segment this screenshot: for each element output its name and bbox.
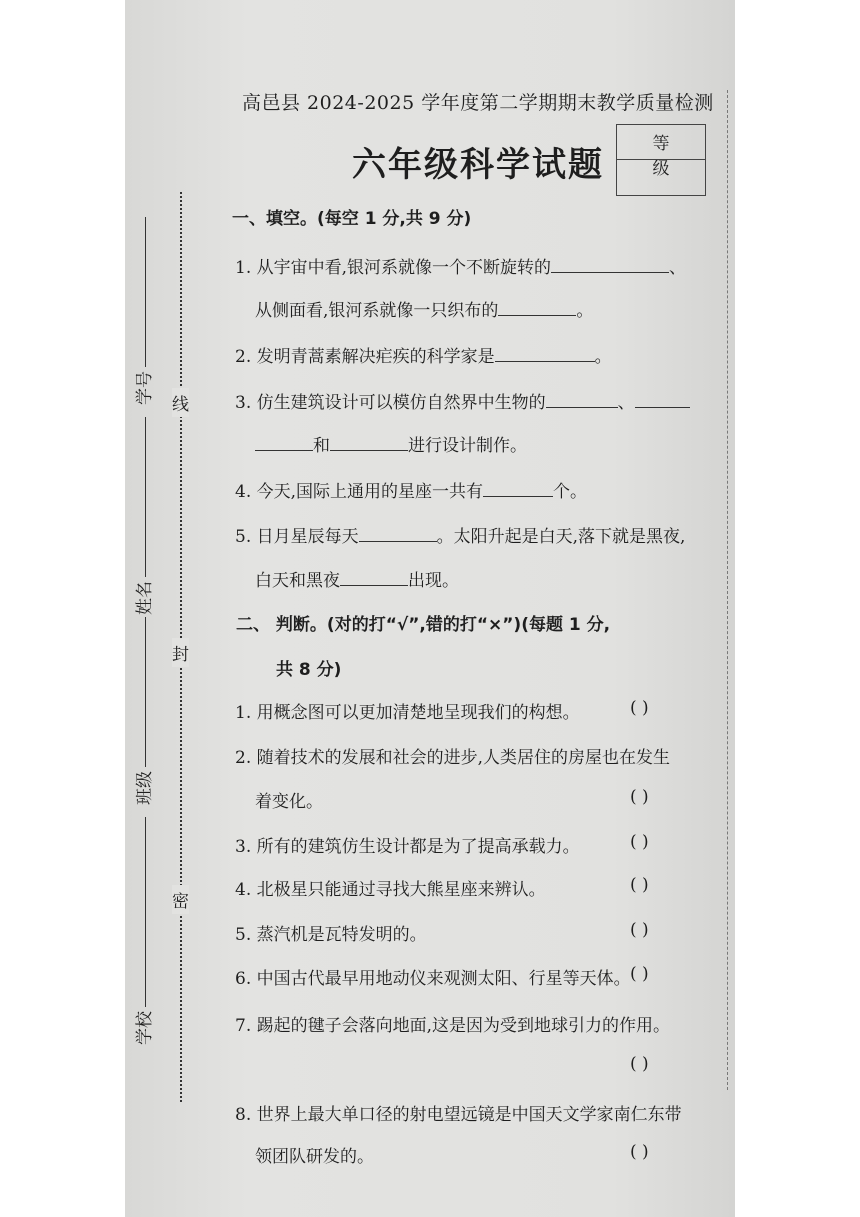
fill-q1-line2: 从侧面看,银河系就像一只织布的 。 bbox=[255, 301, 594, 321]
fill-q5-line2: 白天和黑夜 出现。 bbox=[255, 571, 459, 591]
fill-blank[interactable] bbox=[635, 391, 690, 408]
grade-label: 等 级 bbox=[652, 134, 684, 179]
fill-blank[interactable] bbox=[330, 434, 408, 451]
judge-item-6: 6. 中国古代最早用地动仪来观测太阳、行星等天体。 bbox=[235, 969, 631, 989]
fill-blank[interactable] bbox=[498, 299, 576, 316]
school-field[interactable] bbox=[130, 817, 155, 1045]
fill-q3-line1: 3. 仿生建筑设计可以模仿自然界中生物的 、 bbox=[235, 388, 690, 413]
name-label: 姓名 bbox=[135, 581, 155, 615]
student-id-field[interactable] bbox=[130, 217, 155, 405]
answer-paren-5[interactable]: ( ) bbox=[630, 920, 649, 940]
answer-paren-4[interactable]: ( ) bbox=[630, 875, 649, 895]
seal-char-feng: 封 bbox=[172, 638, 189, 667]
answer-paren-1[interactable]: ( ) bbox=[630, 698, 649, 718]
fill-blank[interactable] bbox=[340, 569, 408, 586]
class-label: 班级 bbox=[135, 771, 155, 805]
answer-paren-7[interactable]: ( ) bbox=[630, 1054, 649, 1074]
judge-item-2-cont: 着变化。 bbox=[255, 792, 323, 812]
section1-heading: 一、填空。(每空 1 分,共 9 分) bbox=[232, 209, 472, 229]
page-title: 六年级科学试题 bbox=[352, 145, 604, 185]
judge-item-8: 8. 世界上最大单口径的射电望远镜是中国天文学家南仁东带 bbox=[235, 1105, 682, 1125]
answer-paren-2[interactable]: ( ) bbox=[630, 787, 649, 807]
fill-q5-line1: 5. 日月星辰每天 。太阳升起是白天,落下就是黑夜, bbox=[235, 527, 686, 547]
judge-item-5: 5. 蒸汽机是瓦特发明的。 bbox=[235, 925, 427, 945]
fill-q2: 2. 发明青蒿素解决疟疾的科学家是 。 bbox=[235, 347, 612, 367]
school-label: 学校 bbox=[135, 1011, 155, 1045]
fill-blank[interactable] bbox=[483, 480, 553, 497]
right-fold-line bbox=[727, 90, 728, 1090]
fill-q1-line1: 1. 从宇宙中看,银河系就像一个不断旋转的 、 bbox=[235, 258, 687, 278]
answer-paren-6[interactable]: ( ) bbox=[630, 964, 649, 984]
student-id-label: 学号 bbox=[135, 371, 155, 405]
seal-char-xian: 线 bbox=[172, 388, 189, 417]
exam-header: 高邑县 2024-2025 学年度第二学期期末教学质量检测 bbox=[242, 92, 714, 114]
fill-blank[interactable] bbox=[551, 256, 669, 273]
class-field[interactable] bbox=[130, 617, 155, 805]
grade-box bbox=[616, 124, 706, 196]
judge-item-3: 3. 所有的建筑仿生设计都是为了提高承载力。 bbox=[235, 837, 580, 857]
answer-paren-8[interactable]: ( ) bbox=[630, 1142, 649, 1162]
seal-char-mi: 密 bbox=[172, 885, 189, 914]
section2-heading: 二、 判断。(对的打“√”,错的打“×”)(每题 1 分, bbox=[236, 615, 611, 635]
section2-heading-cont: 共 8 分) bbox=[276, 660, 342, 680]
judge-item-7: 7. 踢起的毽子会落向地面,这是因为受到地球引力的作用。 bbox=[235, 1016, 671, 1036]
fill-blank[interactable] bbox=[546, 391, 618, 408]
name-field[interactable] bbox=[130, 417, 155, 615]
judge-item-4: 4. 北极星只能通过寻找大熊星座来辨认。 bbox=[235, 880, 546, 900]
judge-item-1: 1. 用概念图可以更加清楚地呈现我们的构想。 bbox=[235, 703, 580, 723]
fill-blank[interactable] bbox=[495, 345, 595, 362]
judge-item-8-cont: 领团队研发的。 bbox=[255, 1147, 374, 1167]
answer-paren-3[interactable]: ( ) bbox=[630, 832, 649, 852]
judge-item-2: 2. 随着技术的发展和社会的进步,人类居住的房屋也在发生 bbox=[235, 748, 671, 768]
fill-blank[interactable] bbox=[255, 434, 313, 451]
fill-blank[interactable] bbox=[359, 525, 437, 542]
fill-q4: 4. 今天,国际上通用的星座一共有 个。 bbox=[235, 482, 588, 502]
fill-q3-line2: 和 进行设计制作。 bbox=[255, 431, 527, 456]
